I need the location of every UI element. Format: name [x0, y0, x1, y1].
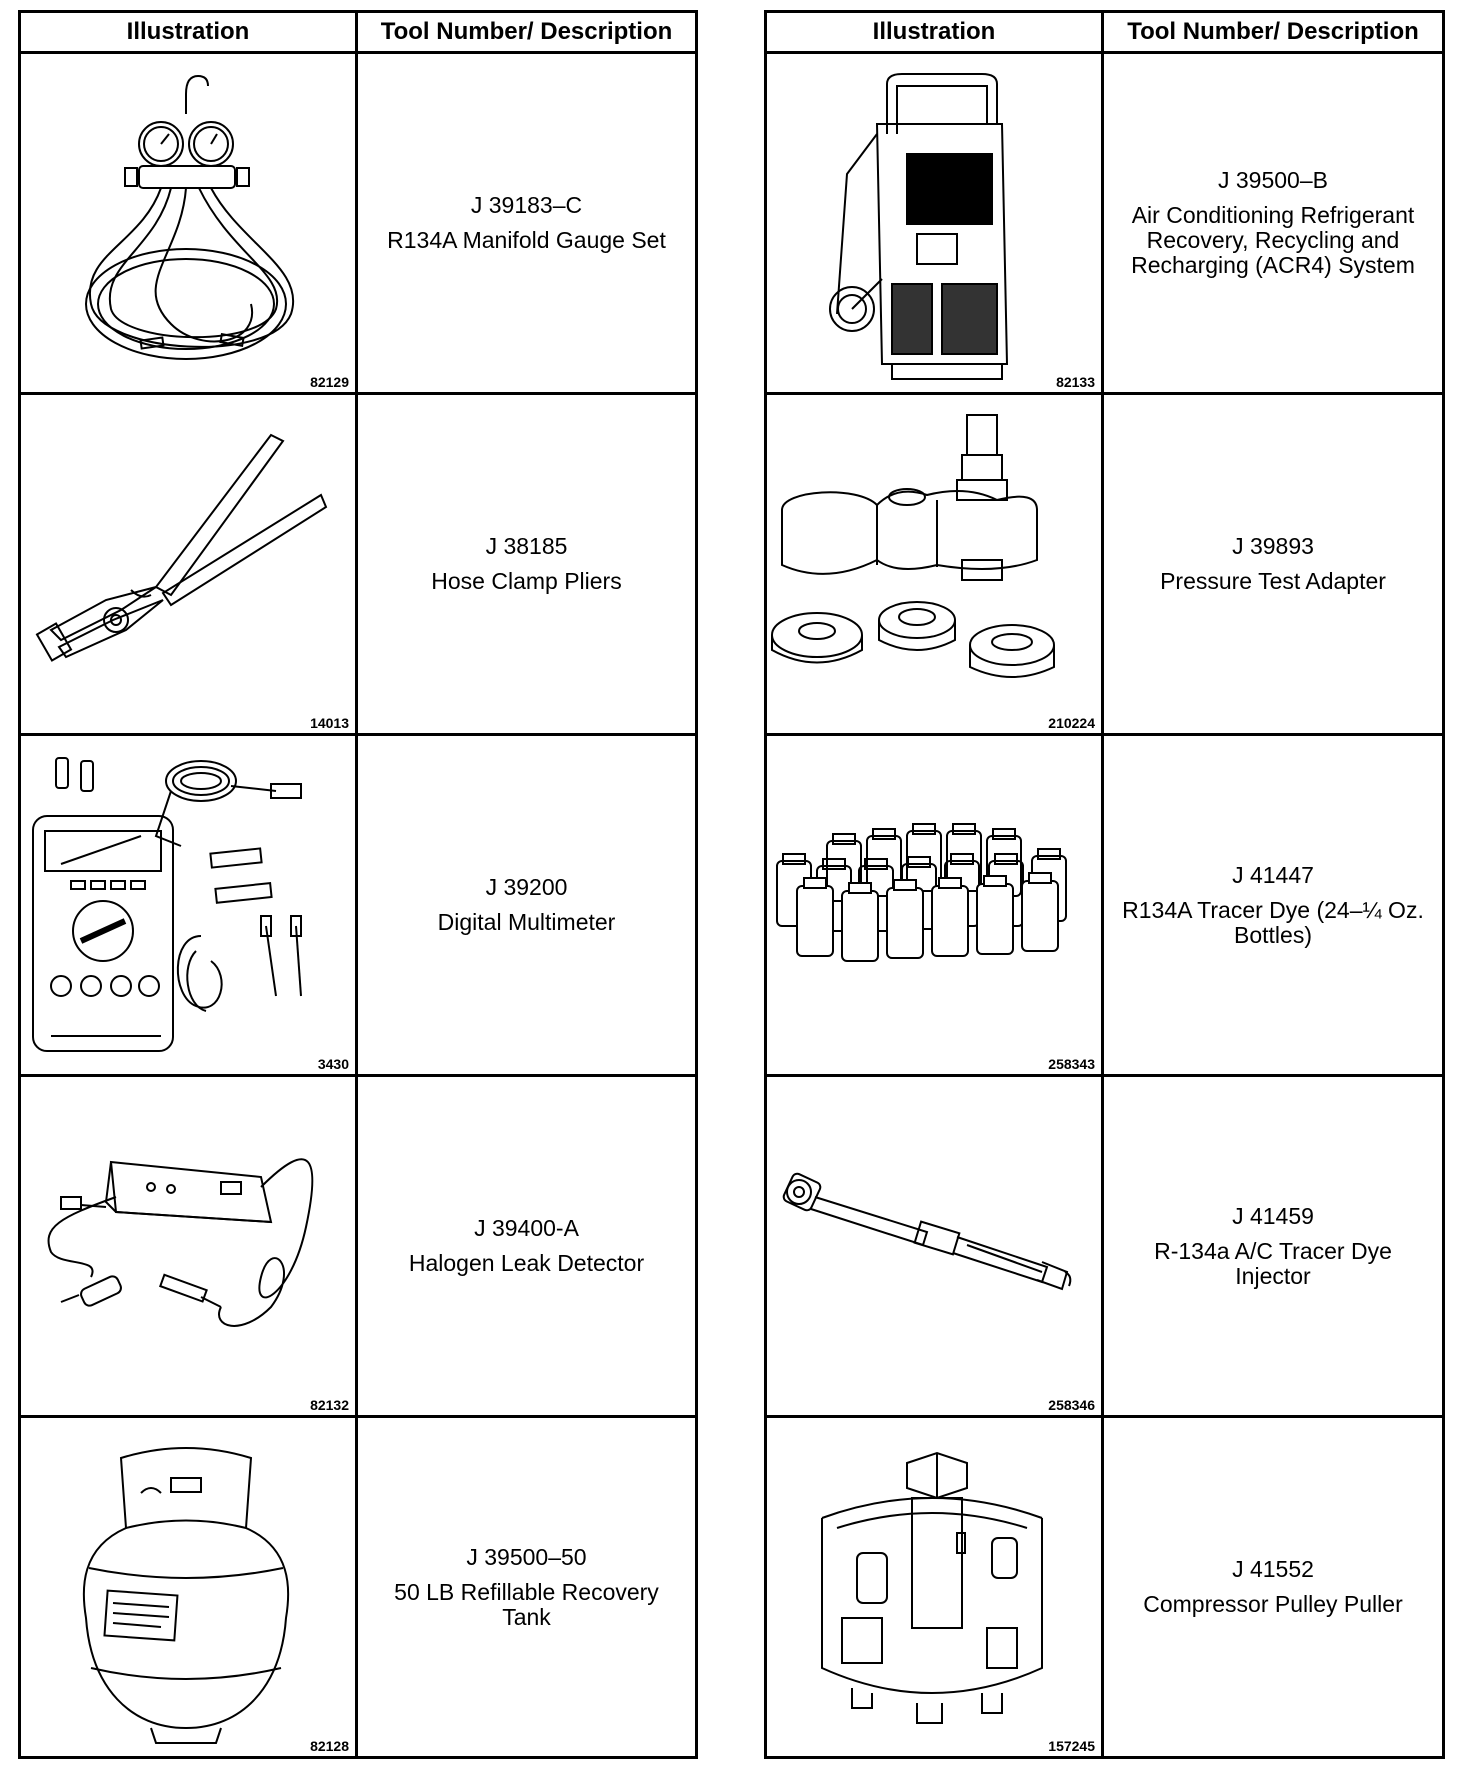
figure-number: 82132: [310, 1397, 349, 1413]
header-tool-description: Tool Number/ Description: [357, 12, 697, 53]
table-row: [20, 735, 697, 1076]
description-cell: [1103, 735, 1444, 1076]
pressure-test-adapter-icon: [767, 395, 1101, 733]
table-row: [20, 394, 697, 735]
header-illustration: Illustration: [20, 12, 357, 53]
tool-name: Compressor Pulley Puller: [1143, 1591, 1403, 1617]
illustration-cell: [20, 1076, 357, 1417]
description-cell: [1103, 1417, 1444, 1758]
manifold-gauge-set-icon: [21, 54, 355, 392]
tool-name: Pressure Test Adapter: [1160, 568, 1386, 594]
table-row: [766, 1076, 1444, 1417]
figure-number: 210224: [1048, 715, 1095, 731]
tool-number: J 39200: [485, 874, 568, 900]
description-cell: [357, 1417, 697, 1758]
illustration-cell: [766, 394, 1103, 735]
figure-number: 14013: [310, 715, 349, 731]
description-cell: [357, 394, 697, 735]
tool-number: J 41447: [1232, 861, 1314, 888]
tool-number: J 39183–C: [470, 192, 583, 218]
table-row: [20, 1417, 697, 1758]
description-cell: [1103, 394, 1444, 735]
digital-multimeter-icon: [21, 736, 355, 1074]
table-header-row: [766, 12, 1444, 53]
tool-name: Digital Multimeter: [437, 909, 616, 935]
illustration-cell: [20, 735, 357, 1076]
illustration-cell: [20, 1417, 357, 1758]
compressor-pulley-puller-icon: [767, 1418, 1101, 1756]
tool-name: 50 LB Refillable Recovery Tank: [394, 1578, 659, 1630]
tool-number: J 39400-A: [474, 1215, 579, 1241]
description-cell: [357, 53, 697, 394]
table-row: [766, 53, 1444, 394]
illustration-cell: [766, 53, 1103, 394]
illustration-cell: [766, 735, 1103, 1076]
tool-number: J 39500–B: [1218, 167, 1328, 193]
table-header-row: [20, 12, 697, 53]
table-row: [766, 1417, 1444, 1758]
figure-number: 3430: [317, 1056, 349, 1072]
description-cell: [1103, 1076, 1444, 1417]
illustration-cell: [20, 53, 357, 394]
description-cell: [357, 1076, 697, 1417]
figure-number: 82128: [310, 1738, 349, 1754]
header-illustration: Illustration: [766, 12, 1103, 53]
tool-table-left: [18, 10, 698, 1759]
tool-name: Hose Clamp Pliers: [431, 568, 622, 594]
tool-name: Halogen Leak Detector: [408, 1250, 645, 1276]
tracer-dye-bottles-icon: [767, 736, 1101, 1074]
illustration-cell: [20, 394, 357, 735]
halogen-leak-detector-icon: [21, 1077, 355, 1415]
description-cell: [1103, 53, 1444, 394]
illustration-cell: [766, 1076, 1103, 1417]
acr4-system-icon: [767, 54, 1101, 392]
tool-number: J 39893: [1232, 533, 1314, 559]
hose-clamp-pliers-icon: [21, 395, 355, 733]
figure-number: 82133: [1056, 374, 1095, 390]
table-row: [20, 1076, 697, 1417]
table-row: [766, 394, 1444, 735]
tool-table-right: [764, 10, 1445, 1759]
tool-number: J 39500–50: [466, 1543, 587, 1570]
tool-number: J 41552: [1232, 1556, 1314, 1582]
tracer-dye-injector-icon: [767, 1077, 1101, 1415]
description-cell: [357, 735, 697, 1076]
figure-number: 82129: [310, 374, 349, 390]
tool-name: R-134a A/C Tracer Dye Injector: [1154, 1237, 1392, 1289]
tool-number: J 41459: [1232, 1202, 1314, 1229]
figure-number: 157245: [1048, 1738, 1095, 1754]
table-row: [766, 735, 1444, 1076]
header-tool-description: Tool Number/ Description: [1103, 12, 1444, 53]
tool-name: R134A Tracer Dye (24–¼ Oz. Bottles): [1122, 896, 1424, 948]
tool-name: Air Conditioning Refrigerant Recovery, Recycling and Recharging (ACR4) System: [1131, 202, 1415, 278]
illustration-cell: [766, 1417, 1103, 1758]
tool-name: R134A Manifold Gauge Set: [387, 227, 666, 253]
figure-number: 258343: [1048, 1056, 1095, 1072]
recovery-tank-icon: [21, 1418, 355, 1756]
tool-number: J 38185: [485, 533, 568, 559]
figure-number: 258346: [1048, 1397, 1095, 1413]
table-row: [20, 53, 697, 394]
